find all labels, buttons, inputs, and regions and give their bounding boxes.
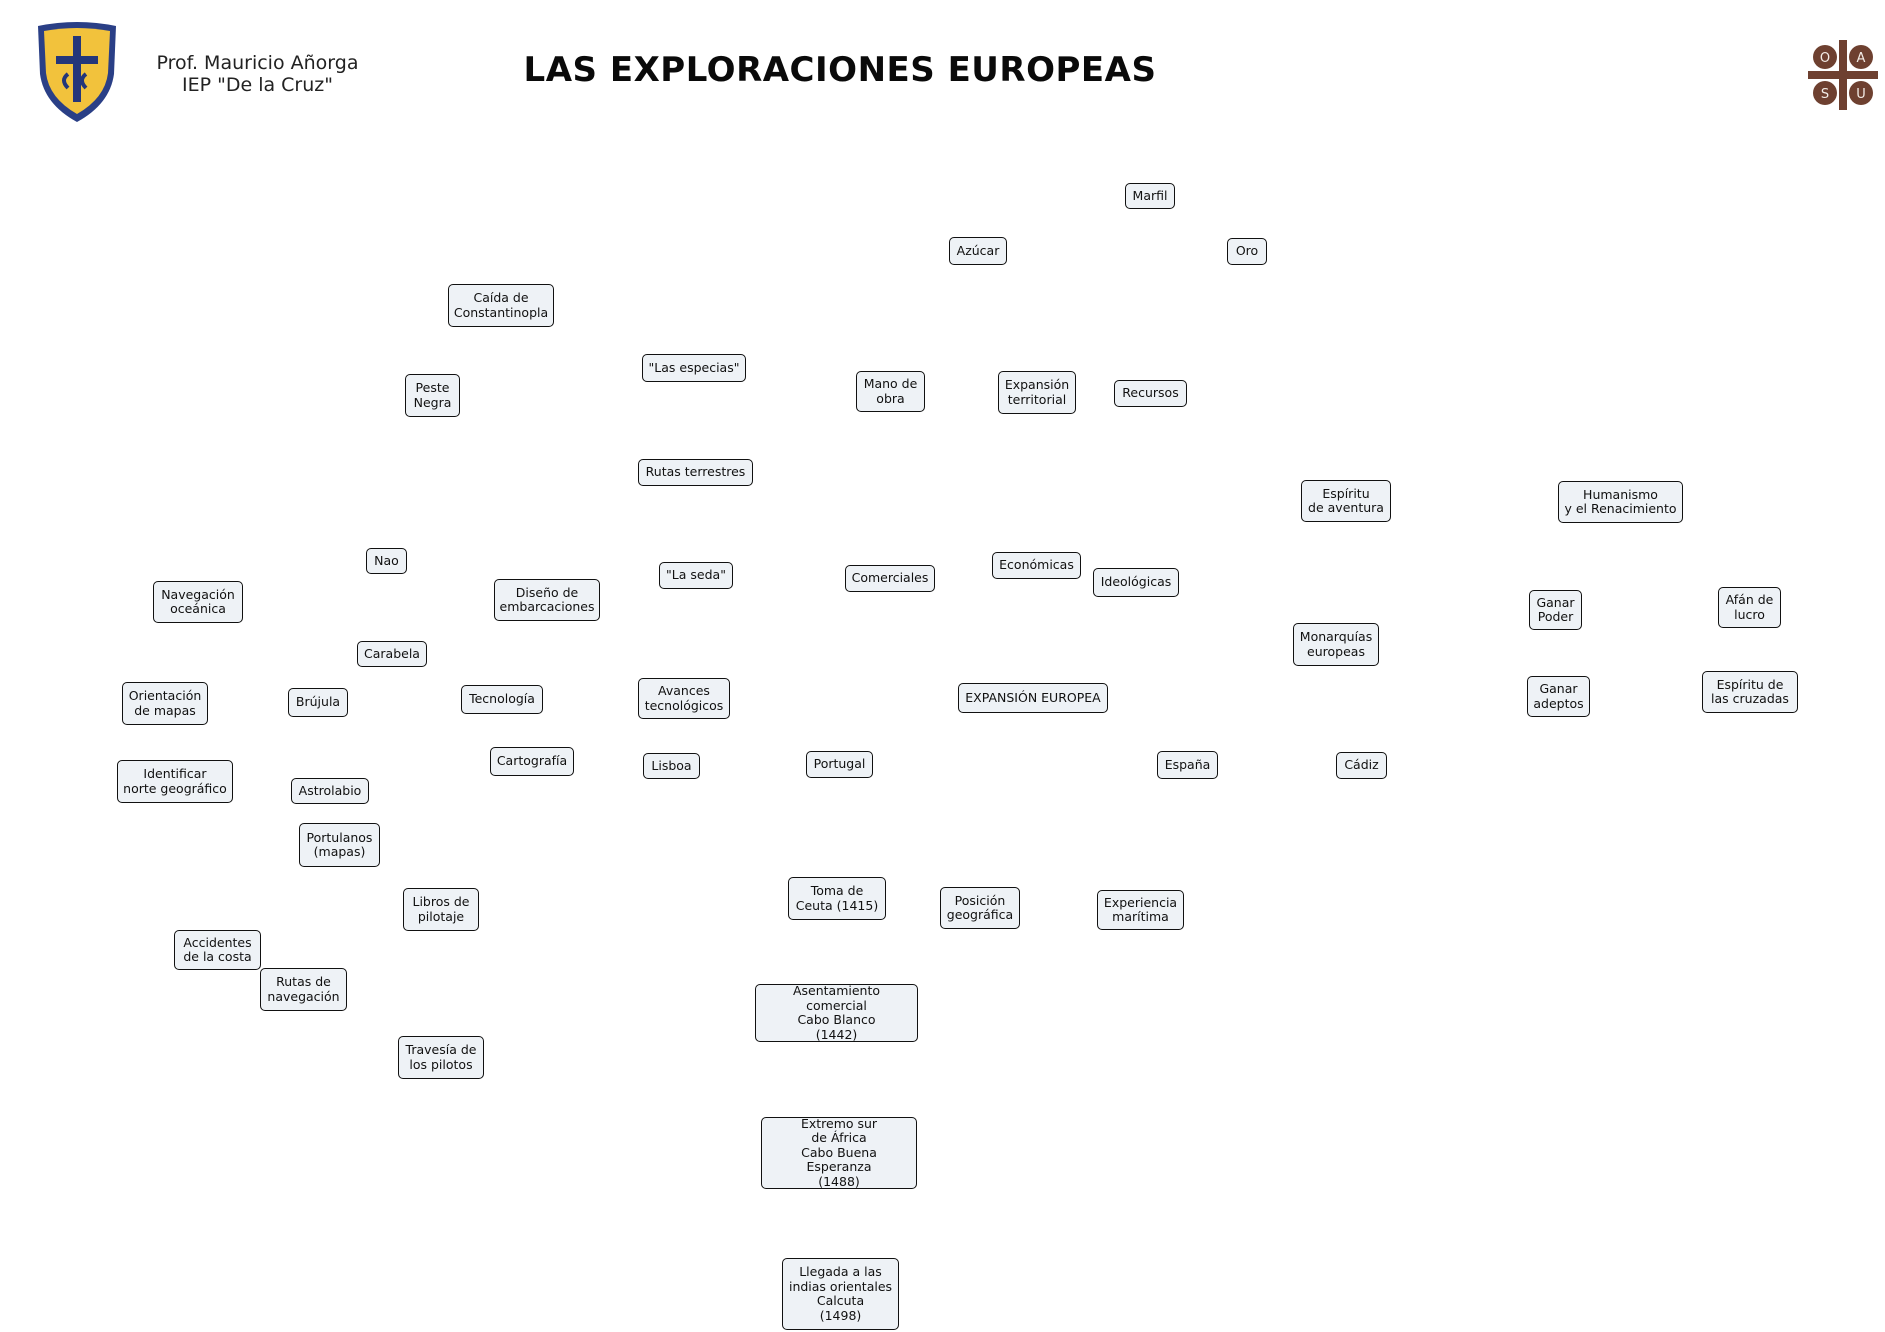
- school-name: IEP "De la Cruz": [182, 74, 333, 96]
- node-ideologicas: Ideológicas: [1093, 568, 1179, 597]
- node-cartografia: Cartografía: [490, 747, 574, 776]
- node-humanismo: Humanismo y el Renacimiento: [1558, 481, 1683, 523]
- svg-text:S: S: [1820, 87, 1830, 102]
- node-posicion-geografica: Posición geográfica: [940, 887, 1020, 929]
- node-diseno-embarcaciones: Diseño de embarcaciones: [494, 579, 600, 621]
- cross-monogram-logo-icon: [1808, 40, 1878, 110]
- svg-text:U: U: [1856, 87, 1866, 102]
- node-monarquias-europeas: Monarquías europeas: [1293, 623, 1379, 666]
- node-afan-lucro: Afán de lucro: [1718, 587, 1781, 628]
- page-title: LAS EXPLORACIONES EUROPEAS: [523, 50, 1157, 90]
- node-expansion-europea: EXPANSIÓN EUROPEA: [958, 683, 1108, 713]
- author-name: Prof. Mauricio Añorga: [156, 52, 359, 74]
- node-travesia-pilotos: Travesía de los pilotos: [398, 1036, 484, 1079]
- node-la-seda: "La seda": [659, 562, 733, 589]
- node-espana: España: [1157, 751, 1218, 779]
- school-shield-logo-icon: [34, 22, 120, 126]
- node-espiritu-aventura: Espíritu de aventura: [1301, 480, 1391, 522]
- node-comerciales: Comerciales: [845, 565, 935, 592]
- node-ganar-adeptos: Ganar adeptos: [1527, 676, 1590, 717]
- svg-text:O: O: [1819, 51, 1831, 66]
- node-espiritu-cruzadas: Espíritu de las cruzadas: [1702, 671, 1798, 713]
- node-economicas: Económicas: [992, 552, 1081, 579]
- node-brujula: Brújula: [288, 688, 348, 717]
- node-oro: Oro: [1227, 238, 1267, 265]
- node-peste-negra: Peste Negra: [405, 374, 460, 417]
- node-caida-constantinopla: Caída de Constantinopla: [448, 284, 554, 327]
- node-extremo-sur-africa: Extremo sur de África Cabo Buena Esperanza (1488): [761, 1117, 917, 1189]
- node-tecnologia: Tecnología: [461, 685, 543, 714]
- node-libros-pilotaje: Libros de pilotaje: [403, 888, 479, 931]
- node-orientacion-mapas: Orientación de mapas: [122, 682, 208, 725]
- node-las-especias: "Las especias": [642, 354, 746, 382]
- node-portugal: Portugal: [806, 751, 873, 778]
- node-rutas-terrestres: Rutas terrestres: [638, 459, 753, 486]
- node-avances-tecnologicos: Avances tecnológicos: [638, 678, 730, 719]
- node-ganar-poder: Ganar Poder: [1529, 590, 1582, 630]
- node-navegacion-oceanica: Navegación oceánica: [153, 581, 243, 623]
- node-carabela: Carabela: [357, 641, 427, 667]
- node-accidentes-costa: Accidentes de la costa: [174, 930, 261, 970]
- node-marfil: Marfil: [1125, 183, 1175, 209]
- node-azucar: Azúcar: [949, 237, 1007, 265]
- svg-text:A: A: [1856, 51, 1866, 66]
- node-toma-ceuta: Toma de Ceuta (1415): [788, 877, 886, 920]
- node-asentamiento-cabo-blanco: Asentamiento comercial Cabo Blanco (1442): [755, 984, 918, 1042]
- node-experiencia-maritima: Experiencia marítima: [1097, 890, 1184, 930]
- node-astrolabio: Astrolabio: [291, 778, 369, 804]
- node-recursos: Recursos: [1114, 380, 1187, 407]
- node-llegada-indias: Llegada a las indias orientales Calcuta (1498): [782, 1258, 899, 1330]
- node-nao: Nao: [366, 548, 407, 574]
- node-portulanos: Portulanos (mapas): [299, 823, 380, 867]
- node-lisboa: Lisboa: [643, 753, 700, 779]
- node-cadiz: Cádiz: [1336, 752, 1387, 779]
- author-block: [150, 52, 365, 96]
- node-expansion-territorial: Expansión territorial: [998, 371, 1076, 414]
- node-identificar-norte: Identificar norte geográfico: [117, 760, 233, 803]
- node-mano-de-obra: Mano de obra: [856, 371, 925, 412]
- node-rutas-navegacion: Rutas de navegación: [260, 968, 347, 1011]
